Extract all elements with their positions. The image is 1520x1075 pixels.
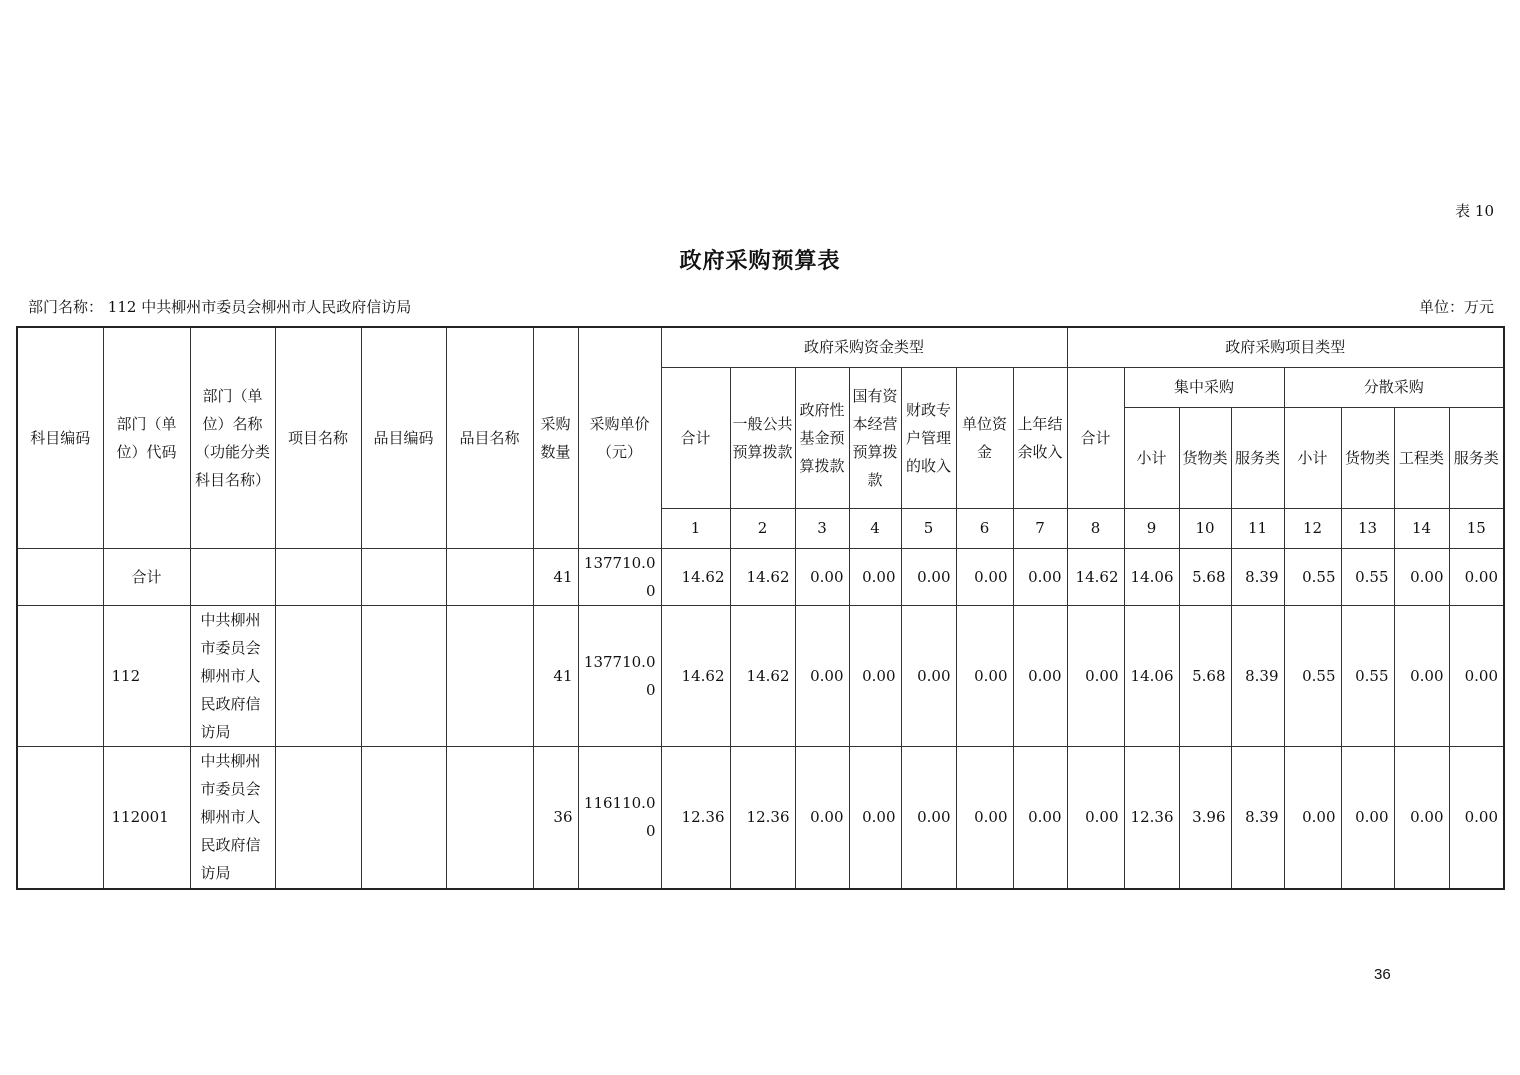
value-cell: 0.00 xyxy=(1013,746,1067,889)
header-item-code: 品目编码 xyxy=(361,327,446,548)
item-name-cell xyxy=(446,746,533,889)
value-cell: 0.55 xyxy=(1284,548,1341,605)
header-unit-funds: 单位资金 xyxy=(956,367,1013,508)
column-number: 15 xyxy=(1449,508,1504,548)
value-cell: 0.00 xyxy=(901,746,956,889)
header-scattered-goods: 货物类 xyxy=(1341,407,1394,508)
value-cell: 14.62 xyxy=(661,605,730,746)
department-label: 部门名称： xyxy=(28,298,104,316)
header-scattered-procurement: 分散采购 xyxy=(1284,367,1504,407)
value-cell: 8.39 xyxy=(1231,746,1284,889)
dept-name-cell xyxy=(190,548,275,605)
project-name-cell xyxy=(275,605,361,746)
value-cell: 0.00 xyxy=(1449,605,1504,746)
value-cell: 8.39 xyxy=(1231,605,1284,746)
department-value: 112 中共柳州市委员会柳州市人民政府信访局 xyxy=(107,298,412,316)
table-row xyxy=(17,746,1504,889)
column-number: 12 xyxy=(1284,508,1341,548)
header-subject-code: 科目编码 xyxy=(17,327,103,548)
header-scattered-works: 工程类 xyxy=(1394,407,1449,508)
value-cell: 14.62 xyxy=(1067,548,1124,605)
column-number: 10 xyxy=(1179,508,1231,548)
value-cell: 0.00 xyxy=(849,746,901,889)
column-number: 2 xyxy=(730,508,795,548)
header-project-total: 合计 xyxy=(1067,367,1124,508)
column-number: 4 xyxy=(849,508,901,548)
page-title: 政府采购预算表 xyxy=(679,248,841,274)
header-fund-type: 政府采购资金类型 xyxy=(661,327,1067,367)
value-cell: 5.68 xyxy=(1179,605,1231,746)
item-name-cell xyxy=(446,548,533,605)
value-cell: 0.00 xyxy=(956,548,1013,605)
table-body xyxy=(17,548,1504,889)
value-cell: 0.00 xyxy=(1013,605,1067,746)
value-cell: 0.00 xyxy=(1067,605,1124,746)
value-cell: 14.62 xyxy=(661,548,730,605)
value-cell: 0.00 xyxy=(795,746,849,889)
value-cell: 3.96 xyxy=(1179,746,1231,889)
item-name-cell xyxy=(446,605,533,746)
value-cell: 0.00 xyxy=(1341,746,1394,889)
header-central-goods: 货物类 xyxy=(1179,407,1231,508)
header-prior-balance: 上年结余收入 xyxy=(1013,367,1067,508)
column-number: 14 xyxy=(1394,508,1449,548)
value-cell: 14.06 xyxy=(1124,605,1179,746)
value-cell: 14.62 xyxy=(730,548,795,605)
value-cell: 0.00 xyxy=(795,548,849,605)
procurement-budget-table xyxy=(16,326,1505,890)
dept-code-cell: 112001 xyxy=(103,746,190,889)
value-cell: 0.55 xyxy=(1341,548,1394,605)
value-cell: 0.00 xyxy=(1449,746,1504,889)
header-project-name: 项目名称 xyxy=(275,327,361,548)
header-unit-price: 采购单价（元） xyxy=(578,327,661,548)
value-cell: 8.39 xyxy=(1231,548,1284,605)
value-cell: 14.62 xyxy=(730,605,795,746)
unit-price-cell: 137710.00 xyxy=(578,605,661,746)
header-dept-code: 部门（单位）代码 xyxy=(103,327,190,548)
unit-price-cell: 116110.00 xyxy=(578,746,661,889)
value-cell: 0.00 xyxy=(849,548,901,605)
header-gov-fund: 政府性基金预算拨款 xyxy=(795,367,849,508)
department-line xyxy=(28,296,411,317)
header-central-procurement: 集中采购 xyxy=(1124,367,1284,407)
quantity-cell: 36 xyxy=(533,746,578,889)
header-quantity: 采购数量 xyxy=(533,327,578,548)
subject-code-cell xyxy=(17,548,103,605)
header-state-capital: 国有资本经营预算拨款 xyxy=(849,367,901,508)
quantity-cell: 41 xyxy=(533,548,578,605)
header-fund-total: 合计 xyxy=(661,367,730,508)
column-number: 11 xyxy=(1231,508,1284,548)
value-cell: 0.00 xyxy=(901,548,956,605)
subject-code-cell xyxy=(17,605,103,746)
header-dept-name: 部门（单位）名称（功能分类科目名称） xyxy=(190,327,275,548)
value-cell: 14.06 xyxy=(1124,548,1179,605)
value-cell: 0.00 xyxy=(901,605,956,746)
dept-code-cell: 合计 xyxy=(103,548,190,605)
value-cell: 0.00 xyxy=(1394,746,1449,889)
column-number: 13 xyxy=(1341,508,1394,548)
quantity-cell: 41 xyxy=(533,605,578,746)
header-item-name: 品目名称 xyxy=(446,327,533,548)
item-code-cell xyxy=(361,746,446,889)
header-project-type: 政府采购项目类型 xyxy=(1067,327,1504,367)
value-cell: 0.00 xyxy=(1449,548,1504,605)
column-number: 6 xyxy=(956,508,1013,548)
dept-name-cell: 中共柳州市委员会柳州市人民政府信访局 xyxy=(190,605,275,746)
header-central-services: 服务类 xyxy=(1231,407,1284,508)
value-cell: 0.00 xyxy=(849,605,901,746)
column-number: 5 xyxy=(901,508,956,548)
column-number: 3 xyxy=(795,508,849,548)
header-central-subtotal: 小计 xyxy=(1124,407,1179,508)
column-number: 9 xyxy=(1124,508,1179,548)
project-name-cell xyxy=(275,746,361,889)
value-cell: 0.00 xyxy=(1013,548,1067,605)
value-cell: 0.00 xyxy=(1394,548,1449,605)
column-number: 7 xyxy=(1013,508,1067,548)
value-cell: 5.68 xyxy=(1179,548,1231,605)
column-number: 1 xyxy=(661,508,730,548)
table-row xyxy=(17,605,1504,746)
column-number: 8 xyxy=(1067,508,1124,548)
unit-label: 单位：万元 xyxy=(1418,298,1494,316)
item-code-cell xyxy=(361,605,446,746)
header-special-account: 财政专户管理的收入 xyxy=(901,367,956,508)
value-cell: 12.36 xyxy=(1124,746,1179,889)
value-cell: 0.00 xyxy=(1284,746,1341,889)
value-cell: 0.00 xyxy=(795,605,849,746)
value-cell: 0.00 xyxy=(956,605,1013,746)
value-cell: 12.36 xyxy=(730,746,795,889)
item-code-cell xyxy=(361,548,446,605)
value-cell: 0.00 xyxy=(1394,605,1449,746)
table-number: 表 10 xyxy=(1455,202,1494,220)
value-cell: 0.55 xyxy=(1284,605,1341,746)
page-number: 36 xyxy=(1374,966,1391,983)
unit-price-cell: 137710.00 xyxy=(578,548,661,605)
value-cell: 0.55 xyxy=(1341,605,1394,746)
table-header xyxy=(17,327,1504,548)
subject-code-cell xyxy=(17,746,103,889)
table-row xyxy=(17,548,1504,605)
header-scattered-services: 服务类 xyxy=(1449,407,1504,508)
header-general-budget: 一般公共预算拨款 xyxy=(730,367,795,508)
header-scattered-subtotal: 小计 xyxy=(1284,407,1341,508)
value-cell: 0.00 xyxy=(956,746,1013,889)
dept-code-cell: 112 xyxy=(103,605,190,746)
value-cell: 12.36 xyxy=(661,746,730,889)
dept-name-cell: 中共柳州市委员会柳州市人民政府信访局 xyxy=(190,746,275,889)
value-cell: 0.00 xyxy=(1067,746,1124,889)
project-name-cell xyxy=(275,548,361,605)
